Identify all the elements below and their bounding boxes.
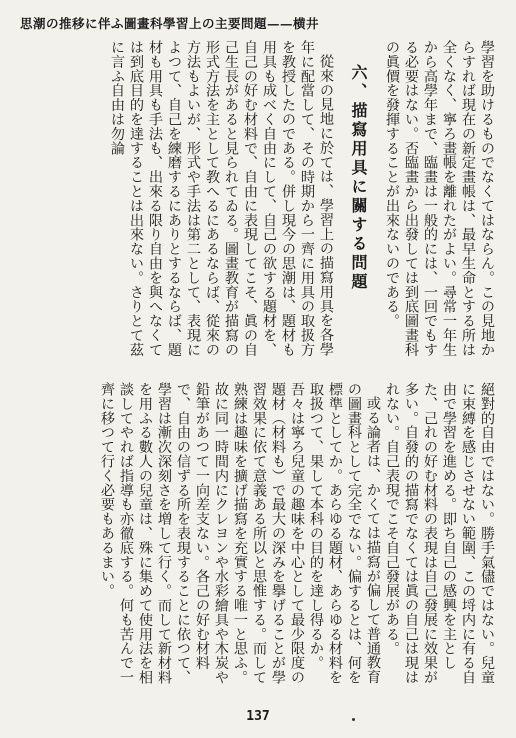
page-number: 137 bbox=[246, 709, 270, 724]
upper-text-block bbox=[20, 40, 496, 370]
section-heading: 六、描寫用具に關する問題 bbox=[349, 64, 368, 292]
paragraph: 從來の見地に於ては、學習上の描寫用具を各學年に配當して、その時期から一齊に用具の取扱方を教授したのである。併し現今の思潮は、題材も用具も成べく自由にして、自己の欲する題材を、自己の好む材料で、自由に表現してこそ、眞の自己生長があると見られてゐる。圖畫教育が描寫の形式方法を主として教へるにあるならば、從來の方法もよいが、形式や手法は第二として、表現によつて、自己を練磨するにありとするならば、題材も用具も手法も、出來る限り自由を與へなくては到底目的を達することは出來ない。さりとて茲に言ふ自由は勿論 bbox=[109, 40, 334, 357]
running-header: 思潮の推移に伴ふ圖畫科學習上の主要問題——横井 bbox=[20, 16, 320, 31]
paragraph: 學習を助けるものでなくてはならん。この見地からすれば現在の新定畫帳は、最早生命とする所は全くなく、寧ろ畫帳を離れたがよい。尋常一年生から高學年まで、臨畫は一般的には、一回でもする必要はない。否臨畫から出發しては到底圖畫科の眞價を發揮することが出來ないのである。 bbox=[384, 40, 495, 357]
lower-text-block bbox=[20, 382, 496, 694]
print-speck bbox=[352, 718, 355, 721]
paragraph: 或る論者は、かくては描寫が偏して普通教育の圖畫科として完全でない。偏するとは、何を標準としてか。あらゆる題材、あらゆる材料を取扱つて、果して本科の目的を達し得るか。吾々は寧ろ兒童の趣味を中心として最少限度の題材（材料も）で最大の深みを擧げることが學習效果に依て意義ある所以と思惟する。而して熟練は趣味を擴げ描寫を充實する唯一と思ふ。故に同一時間内にクレヨンや水彩繪具や木炭や鉛筆があつて一向差支ない。各己の好む材料で、自由の信ずる所を表現することに依つて、學習は漸次深刻さを増して行く。而して新材料を用ふる數人の兒童は、殊に集めて使用法を相談してやれば指導も亦徹底する。何も苦んで一齊に移つて行く必要もあるまい。 bbox=[99, 382, 381, 685]
paragraph: 絕對的自由ではない。勝手氣儘ではない。兒童に束縛を感じさせない範圍、この埒内に有る自由で學習を進める。即ち自己の感興を主とした、己れの好む材料の表現は自己發展に效果が多い。自發的の描寫でなくては眞の自己は現はれない。自己表現でこそ自己發展がある。 bbox=[384, 382, 495, 685]
